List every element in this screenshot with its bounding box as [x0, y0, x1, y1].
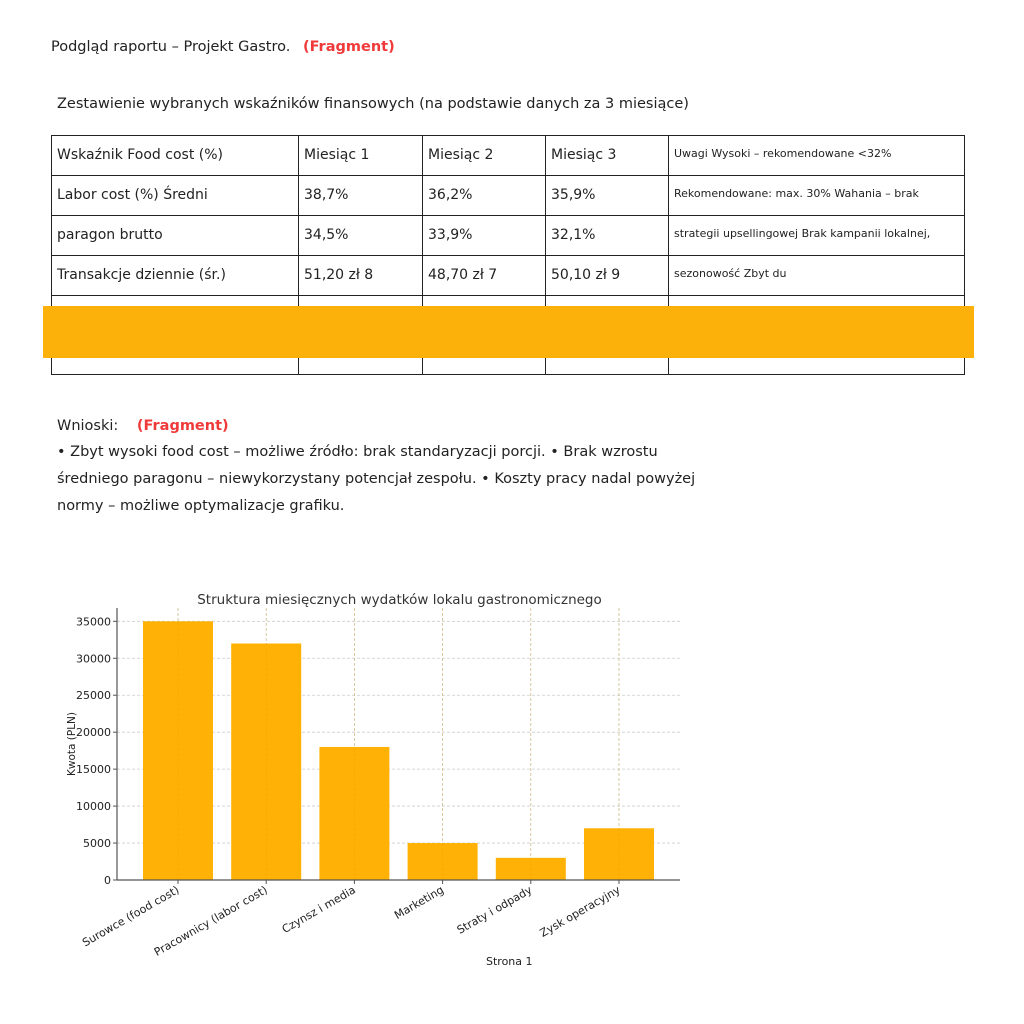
note-cell: Uwagi Wysoki – rekomendowane <32% [668, 135, 965, 175]
indicator-cell: paragon brutto [51, 215, 298, 255]
redaction-bar [43, 306, 974, 358]
y-tick-label: 20000 [76, 726, 111, 740]
month1-cell: Miesiąc 1 [298, 135, 422, 175]
note-cell: Rekomendowane: max. 30% Wahania – brak [668, 175, 965, 215]
conclusions-text: • Zbyt wysoki food cost – możliwe źródło: brak standaryzacji porcji. • Brak wzrostu średniego paragonu – niewykorzystany potencjał zespołu. • Koszty pracy nadal powyżej normy – możliwe optymalizacje grafiku. [57, 444, 696, 514]
conclusions-title: Wnioski: [57, 418, 119, 434]
y-tick-label: 0 [104, 874, 111, 887]
indicator-cell: Transakcje dziennie (śr.) [51, 255, 298, 295]
y-tick-label: 30000 [76, 652, 111, 666]
month3-cell: 50,10 zł 9 [545, 255, 668, 295]
y-tick-label: 5000 [83, 837, 111, 851]
month3-cell: 32,1% [545, 215, 668, 255]
month1-cell: 34,5% [298, 215, 422, 255]
note-cell: strategii upsellingowej Brak kampanii lokalnej, [668, 215, 965, 255]
conclusions-fragment-label: (Fragment) [136, 418, 229, 434]
month3-cell: 35,9% [545, 175, 668, 215]
table-row [51, 175, 965, 215]
y-tick-label: 15000 [76, 763, 111, 777]
page-number: Strona 1 [486, 955, 533, 968]
x-tick-label: Surowce (food cost) [80, 883, 182, 950]
x-tick-label: Czynsz i media [279, 883, 358, 936]
table-row [51, 215, 965, 255]
chart-title: Struktura miesięcznych wydatków lokalu gastronomicznego [197, 592, 602, 608]
table-row [51, 135, 965, 175]
month1-cell: 51,20 zł 8 [298, 255, 422, 295]
month3-cell: Miesiąc 3 [545, 135, 668, 175]
report-title: Podgląd raportu – Projekt Gastro. [51, 39, 291, 55]
month2-cell: 36,2% [422, 175, 545, 215]
table-row [51, 255, 965, 295]
indicator-cell: Wskaźnik Food cost (%) [51, 135, 298, 175]
y-tick-label: 10000 [76, 800, 111, 814]
y-tick-label: 35000 [76, 615, 111, 629]
month2-cell: 48,70 zł 7 [422, 255, 545, 295]
month1-cell: 38,7% [298, 175, 422, 215]
x-tick-label: Straty i odpady [454, 883, 535, 937]
fragment-label: (Fragment) [302, 39, 395, 55]
x-tick-label: Pracownicy (labor cost) [151, 883, 270, 959]
indicator-cell: Labor cost (%) Średni [51, 175, 298, 215]
x-tick-label: Zysk operacyjny [537, 883, 623, 940]
table-subtitle: Zestawienie wybranych wskaźników finansowych (na podstawie danych za 3 miesiące) [57, 96, 689, 112]
y-axis-label: Kwota (PLN) [66, 711, 78, 777]
expenses-bar-chart [0, 580, 1024, 960]
note-cell: sezonowość Zbyt du [668, 255, 965, 295]
month2-cell: 33,9% [422, 215, 545, 255]
y-tick-label: 25000 [76, 689, 111, 703]
report-header [51, 39, 395, 55]
conclusions-section [57, 416, 717, 520]
month2-cell: Miesiąc 2 [422, 135, 545, 175]
x-tick-label: Marketing [392, 883, 447, 923]
